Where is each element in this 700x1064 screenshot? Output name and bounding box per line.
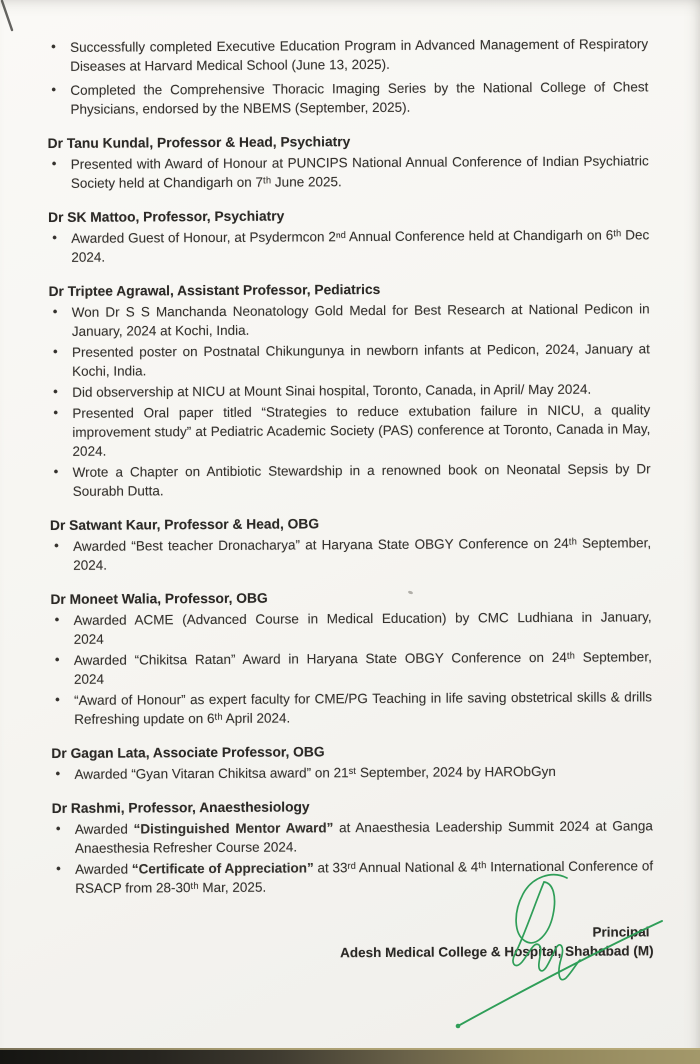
bullet-item: [49, 400, 650, 461]
bullet-text: Did observership at NICU at Mount Sinai hospital, Toronto, Canada, in April/ May 2024.: [72, 381, 592, 400]
bullet-text: “Award of Honour” as expert faculty for CME/PG Teaching in life saving obstetrical skills & drills Refreshing update on 6ᵗʰ April 2024.: [74, 689, 653, 727]
section-dr-satwant-kaur: [50, 512, 651, 575]
bullet-text: Awarded “Certificate of Appreciation” at 33ʳᵈ Annual National & 4ᵗʰ International Conference of RSACP from 28-30ᵗʰ Mar, 2025.: [75, 858, 654, 896]
bullet-dot-icon: •: [54, 691, 60, 707]
bullet-text: Presented with Award of Honour at PUNCIPS National Annual Conference of Indian Psychiatric Society held at Chandigarh on 7ᵗʰ June 2025.: [70, 153, 649, 191]
section-heading: Dr Satwant Kaur, Professor & Head, OBG: [49, 516, 320, 533]
bullet-item: [49, 339, 650, 381]
section-dr-triptee-agrawal: [48, 278, 650, 501]
bullet-text: Awarded “Distinguished Mentor Award” at Anaesthesia Leadership Summit 2024 at Ganga Anaesthesia Refresher Course 2024.: [74, 818, 653, 856]
signature-block: [52, 922, 653, 964]
section-dr-sk-mattoo: [48, 204, 649, 267]
bullet-item: [50, 459, 651, 501]
signature-pen-dot: [456, 1024, 461, 1029]
bullet-dot-icon: •: [56, 860, 61, 876]
document-body: [47, 34, 654, 964]
bullet-dot-icon: •: [51, 38, 56, 54]
footer-organization: Adesh Medical College & Hospital, Shahabad (M): [340, 943, 654, 961]
bullet-list: [49, 299, 651, 501]
bullet-text: Completed the Comprehensive Thoracic Imaging Series by the National College of Chest Physicians, endorsed by the NBEMS (September, 2025).: [70, 79, 649, 117]
section-heading: Dr Rashmi, Professor, Anaesthesiology: [51, 799, 310, 816]
bullet-text: Presented Oral paper titled “Strategies to reduce extubation failure in NICU, a quality improvement study” at Pediatric Academic Society (PAS) conference at Toronto, Canada in May, 2024.: [72, 402, 651, 459]
bullet-dot-icon: •: [51, 155, 57, 171]
bullet-list: [48, 151, 649, 193]
section-dr-gagan-lata: [51, 740, 652, 784]
bullet-text: Awarded “Gyan Vitaran Chikitsa award” on 21ˢᵗ September, 2024 by HARObGyn: [74, 763, 556, 782]
section-dr-tanu-kundal: [48, 130, 649, 193]
bullet-dot-icon: •: [52, 303, 58, 319]
bullet-text: Awarded ACME (Advanced Course in Medical Education) by CMC Ludhiana in January,: [73, 609, 652, 628]
bullet-item: [48, 225, 649, 267]
bullet-text: Wrote a Chapter on Antibiotic Stewardship in a renowned book on Neonatal Sepsis by Dr Sourabh Dutta.: [72, 461, 651, 499]
section-heading: Dr SK Mattoo, Professor, Psychiatry: [48, 208, 285, 225]
scan-bottom-edge: [0, 1050, 700, 1064]
bullet-dot-icon: •: [55, 820, 61, 836]
bullet-item: [52, 816, 653, 858]
bullet-text: Awarded Guest of Honour, at Psydermcon 2ⁿᵈ Annual Conference held at Chandigarh on 6ᵗʰ Dec 2024.: [71, 227, 650, 265]
bullet-text: Awarded “Best teacher Dronacharya” at Haryana State OBGY Conference on 24ᵗʰ September, 2024.: [73, 535, 652, 573]
section-heading: Dr Moneet Walia, Professor, OBG: [50, 590, 268, 607]
bullet-item: [51, 647, 652, 689]
bullet-dot-icon: •: [53, 404, 59, 420]
bullet-dot-icon: •: [55, 765, 61, 781]
bullet-dot-icon: •: [54, 537, 59, 553]
bullet-item: [51, 687, 652, 729]
bullet-text: Won Dr S S Manchanda Neonatology Gold Medal for Best Research at National Pedicon in January, 2024 at Kochi, India.: [71, 301, 650, 339]
bullet-dot-icon: •: [53, 383, 58, 399]
section-heading: Dr Gagan Lata, Associate Professor, OBG: [51, 744, 325, 761]
bullet-text: 2024: [73, 631, 104, 647]
footer-signatory-title: Principal: [592, 924, 650, 940]
section-dr-moneet-walia: [50, 586, 652, 729]
bullet-item: [49, 379, 650, 402]
continued-bullet-list: [47, 34, 648, 119]
award-name-bold: “Distinguished Mentor Award”: [133, 820, 334, 837]
bullet-list: [51, 761, 652, 784]
bullet-list: [50, 533, 651, 575]
section-dr-rashmi: [52, 795, 654, 898]
bullet-item: [47, 77, 648, 119]
section-heading: Dr Tanu Kundal, Professor & Head, Psychiatry: [47, 134, 351, 151]
scan-corner-mark: [0, 0, 20, 34]
bullet-text: 2024: [73, 671, 105, 687]
bullet-list: [48, 225, 649, 267]
bullet-list: [51, 607, 653, 729]
bullet-dot-icon: •: [52, 343, 58, 359]
bullet-item: [47, 34, 648, 76]
award-name-bold: “Certificate of Appreciation”: [131, 860, 314, 877]
bullet-item: [52, 856, 653, 898]
bullet-item: [50, 533, 651, 575]
bullet-item: [48, 151, 649, 193]
bullet-text: Presented poster on Postnatal Chikungunya in newborn infants at Pedicon, 2024, January at Kochi, India.: [71, 341, 650, 379]
bullet-dot-icon: •: [51, 81, 57, 97]
bullet-dot-icon: •: [54, 651, 60, 667]
bullet-item: [49, 299, 650, 341]
bullet-item: [51, 761, 652, 784]
bullet-item: [51, 607, 652, 649]
bullet-dot-icon: •: [53, 463, 59, 479]
bullet-text: Awarded “Chikitsa Ratan” Award in Haryana State OBGY Conference on 24ᵗʰ September,: [73, 649, 652, 668]
section-heading: Dr Triptee Agrawal, Assistant Professor, Pediatrics: [48, 281, 381, 299]
bullet-dot-icon: •: [54, 611, 60, 627]
bullet-text: Successfully completed Executive Education Program in Advanced Management of Respiratory Diseases at Harvard Medical School (June 13, 2025).: [70, 36, 649, 74]
bullet-list: [52, 816, 653, 898]
bullet-dot-icon: •: [52, 229, 57, 245]
